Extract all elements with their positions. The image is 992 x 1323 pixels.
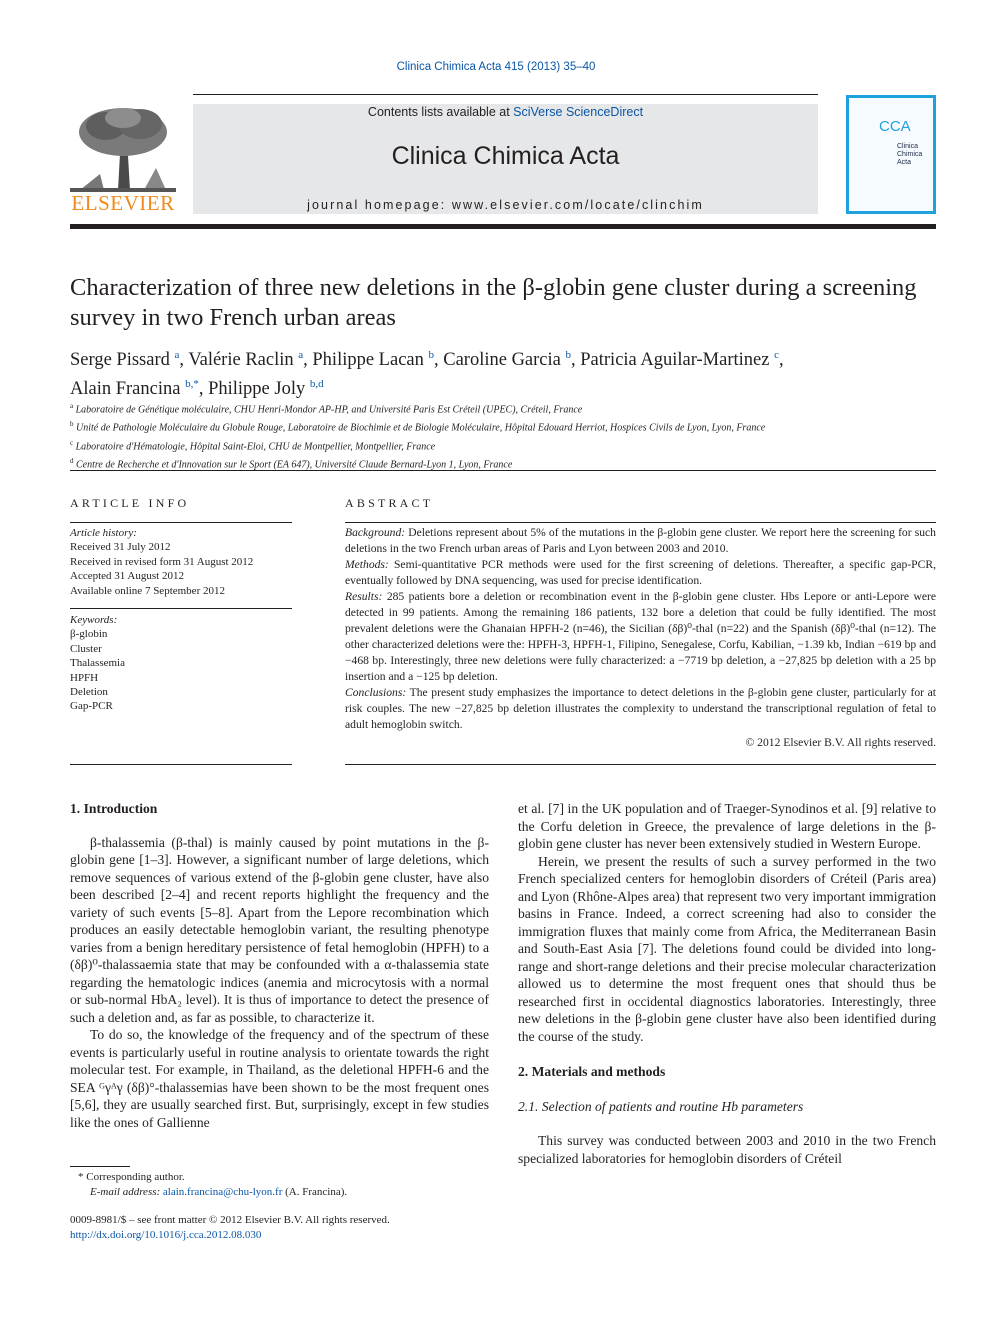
affiliation-key: a	[70, 402, 74, 410]
abstract-body	[345, 525, 936, 751]
abstract-bottom-rule	[345, 764, 936, 765]
email-link[interactable]: alain.francina@chu-lyon.fr	[162, 1186, 283, 1198]
section-heading: 1. Introduction	[70, 801, 158, 816]
header-thick-rule	[70, 224, 936, 229]
email-line	[78, 1185, 498, 1200]
abstract-methods	[345, 557, 936, 589]
author-affil-mark[interactable]: c	[774, 349, 779, 361]
abstract-text: Semi-quantitative PCR methods were used for the first screening of deletions. Thereafter, a specific gap-PCR, eventually followed by DNA sequencing, was used for precise identification.	[345, 558, 936, 587]
keywords-label: Keywords:	[70, 614, 118, 626]
journal-cover-thumbnail[interactable]	[846, 95, 936, 214]
affiliation-text: Laboratoire de Génétique moléculaire, CHU Henri-Mondor AP-HP, and Université Paris Est Créteil (UPEC), Créteil, France	[75, 404, 583, 416]
keyword-item: Thalassemia	[70, 657, 125, 670]
email-suffix: (A. Francina).	[285, 1186, 348, 1198]
keyword-item: Cluster	[70, 642, 102, 655]
cover-title-line: Clinica	[897, 143, 919, 150]
history-item: Accepted 31 August 2012	[70, 570, 184, 583]
keywords	[70, 613, 292, 714]
body-column-left	[70, 800, 489, 1131]
cover-title-line: Chimica	[897, 151, 923, 158]
sciencedirect-link[interactable]: SciVerse ScienceDirect	[513, 105, 644, 119]
abstract-background	[345, 525, 936, 557]
affiliation-key: b	[70, 420, 74, 429]
affiliation-text: Centre de Recherche et d'Innovation sur le Sport (EA 647), Université Claude Bernard-Lyon 1, Lyon, France	[76, 459, 513, 471]
author-list: Serge Pissard $^a$, Valérie Raclin $^a$, Philippe Lacan $^b$, Caroline Garcia $^b$, Patricia Aguilar-Martinez $^c$, Alain Francina $^{b,*}$, Philippe Joly $^{b,d}$	[70, 349, 784, 400]
author-affil-mark[interactable]: b,d	[309, 378, 324, 391]
keywords-rule	[70, 608, 292, 609]
abstract-text: 285 patients bore a deletion or recombination event in the β-globin gene cluster. Hbs Lepore or anti-Lepore were detected in 99 patients. Among the remaining 186 patients, 132 bore a deletion that could be fully identified. The most prevalent deletions were the Ghanaian HPFH-2 (n=46), the Sicilian (δβ)⁰-thal (n=22) and the Spanish (δβ)⁰-thal (n=12). The other characterized deletions were the: HPFH-3, HPFH-1, Filipino, Senegalese, Corfu, Kabilian, −1.39 kb, Indian −619 bp and −468 bp. Interestingly, three new deletions were fully characterized: a −7719 bp deletion, a −27,825 bp deletion with a 25 bp insertion and a −125 bp deletion.	[345, 590, 936, 683]
body-paragraph: To do so, the knowledge of the frequency and of the spectrum of these events is particularly useful in routine analysis to orientate towards the right molecular test. For example, in Thailand, as the deletional HPFH-6 and the SEA ᴳγᴬγ (δβ)°-thalassemias have been shown to be the most frequent ones [5,6], they are usually searched first. But, surprisingly, except in few studies like the ones of Gallienne	[70, 1027, 489, 1130]
author-affil-mark[interactable]: a	[174, 349, 180, 361]
abstract-results	[345, 589, 936, 685]
abstract-label: Conclusions:	[345, 686, 407, 699]
affiliation-item	[70, 417, 936, 435]
doi-link[interactable]: http://dx.doi.org/10.1016/j.cca.2012.08.030	[70, 1229, 262, 1241]
author-affil-mark[interactable]: b	[428, 349, 434, 361]
body-paragraph: Herein, we present the results of such a survey performed in the two French specialized centers for hemoglobin disorders of Créteil (Paris area) and Lyon (Rhône-Alpes area) that represent two very important immigration basins in France. Indeed, a correct screening had also to consider the immigration fluxes that mainly come from Africa, the Mediterranean Basin and South-East Asia [7]. The deletions found could be divided into long-range and short-range deletions and their precise molecular characterization allowed us to determine the most frequent ones that should thus be researched first in occidental diagnostics laboratories. Interestingly, three new deletions in the β-globin gene cluster have also been identified during the course of the study.	[518, 853, 936, 1044]
corresponding-line: * Corresponding author.	[78, 1171, 185, 1183]
article-title: Characterization of three new deletions in the β-globin gene cluster during a screening survey in two French urban areas	[70, 274, 917, 331]
subsection-heading: 2.1. Selection of patients and routine Hb parameters	[518, 1098, 804, 1114]
affiliation-item	[70, 399, 936, 417]
abstract-label: Background:	[345, 526, 406, 539]
journal-title: Clinica Chimica Acta	[391, 142, 620, 170]
cover-logo: CCA	[879, 118, 911, 135]
keyword-item: Deletion	[70, 686, 108, 699]
elsevier-tree-icon	[70, 104, 176, 192]
cover-inner	[849, 98, 933, 211]
journal-citation-link[interactable]: Clinica Chimica Acta 415 (2013) 35–40	[396, 61, 596, 73]
elsevier-logo[interactable]	[70, 104, 176, 216]
abstract-heading: ABSTRACT	[345, 496, 434, 510]
section-heading: 2. Materials and methods	[518, 1064, 666, 1079]
abstract-label: Results:	[345, 590, 383, 603]
affiliations-rule	[70, 470, 936, 471]
cover-title	[897, 143, 922, 167]
corresponding-text: Corresponding author.	[86, 1171, 185, 1183]
journal-homepage-link[interactable]: journal homepage: www.elsevier.com/locate/clinchim	[307, 198, 704, 212]
article-info-bottom-rule	[70, 764, 292, 765]
body-paragraph: et al. [7] in the UK population and of Traeger-Synodinos et al. [9] relative to the Corfu deletion in Greece, the prevalence of large deletions in the β-globin gene cluster has never been extensively studied in Western Europe.	[518, 801, 936, 851]
keyword-item: Gap-PCR	[70, 700, 113, 713]
author-name[interactable]: Patricia Aguilar-Martinez	[580, 350, 770, 371]
contents-prefix: Contents lists available at	[367, 105, 514, 119]
affiliation-key: d	[70, 456, 74, 465]
author-affil-mark[interactable]: b,*	[185, 378, 199, 391]
article-history	[70, 526, 292, 598]
author-name[interactable]: Philippe Joly	[208, 379, 306, 400]
history-item: Received 31 July 2012	[70, 541, 171, 554]
author-name[interactable]: Valérie Raclin	[188, 350, 294, 371]
issn-footer	[70, 1213, 490, 1243]
keyword-item: β-globin	[70, 628, 108, 641]
article-info-heading: ARTICLE INFO	[70, 496, 190, 510]
issn-text: 0009-8981/$ – see front matter © 2012 Elsevier B.V. All rights reserved.	[70, 1214, 390, 1226]
affiliation-text: Laboratoire d'Hématologie, Hôpital Saint-Eloi, CHU de Montpellier, Montpellier, France	[75, 440, 436, 452]
author-affil-mark[interactable]: b	[565, 349, 571, 361]
affiliation-key: c	[70, 438, 74, 447]
header-top-rule	[193, 94, 818, 95]
abstract-label: Methods:	[345, 558, 389, 571]
keyword-item: HPFH	[70, 671, 99, 684]
affiliations	[70, 399, 936, 472]
corresponding-footnote	[78, 1170, 498, 1200]
history-label: Article history:	[70, 527, 137, 539]
author-affil-mark[interactable]: a	[298, 349, 304, 361]
history-item: Received in revised form 31 August 2012	[70, 555, 254, 568]
author-name[interactable]: Philippe Lacan	[312, 350, 424, 371]
affiliation-item	[70, 436, 936, 454]
abstract-text: Deletions represent about 5% of the mutations in the β-globin gene cluster. We report here the screening for such deletions in the two French urban areas of Paris and Lyon between 2003 and 2010.	[345, 526, 936, 555]
contents-line	[193, 105, 818, 119]
abstract-conclusions	[345, 685, 936, 733]
body-column-right	[518, 800, 936, 1167]
author-name[interactable]: Caroline Garcia	[443, 350, 561, 371]
email-label: E-mail address:	[90, 1186, 161, 1198]
cover-title-line: Acta	[897, 159, 912, 166]
abstract-rule	[345, 522, 936, 523]
affiliation-text: Unité de Pathologie Moléculaire du Globule Rouge, Laboratoire de Biochimie et de Biologie Moléculaire, Hôpital Edouard Herriot, Hospices Civils de Lyon, Lyon, France	[76, 422, 766, 434]
footnote-rule	[70, 1166, 130, 1167]
copyright-notice: © 2012 Elsevier B.V. All rights reserved.	[745, 736, 936, 749]
article-info-rule	[70, 522, 292, 523]
author-name[interactable]: Alain Francina	[70, 379, 181, 400]
body-paragraph: This survey was conducted between 2003 and 2010 in the two French specialized laboratories for hemoglobin disorders of Créteil	[518, 1133, 936, 1166]
author-name[interactable]: Serge Pissard	[70, 350, 170, 371]
body-paragraph: β-thalassemia (β-thal) is mainly caused by point mutations in the β-globin gene [1–3]. However, a significant number of large deletions, which remove sequences of various extend of the β-globin gene cluster, have also been described [2–4] and recent reports highlight the frequency and the variety of such events [5–8]. Apart from the Lepore recombination which produces an easily detectable hemoglobin variant, the resulting phenotype varies from a benign hereditary persistence of fetal hemoglobin (HPFH) to a (δβ)⁰-thalassaemia state that may be confounded with a α-thalassemia state regarding the hematologic indices (anemia and microcytosis with a normal or sub-normal HbA₂ level). It is thus of importance to detect the presence of such a deletion and, as far as possible, to characterize it.	[70, 834, 489, 1025]
elsevier-wordmark: ELSEVIER	[71, 191, 175, 215]
abstract-text: The present study emphasizes the importance to detect deletions in the β-globin gene cluster, particularly for at risk couples. The new −27,825 bp deletion illustrates the complexity to understand the transcriptional regulation of fetal to adult hemoglobin switch.	[345, 686, 936, 731]
history-item: Available online 7 September 2012	[70, 584, 225, 597]
